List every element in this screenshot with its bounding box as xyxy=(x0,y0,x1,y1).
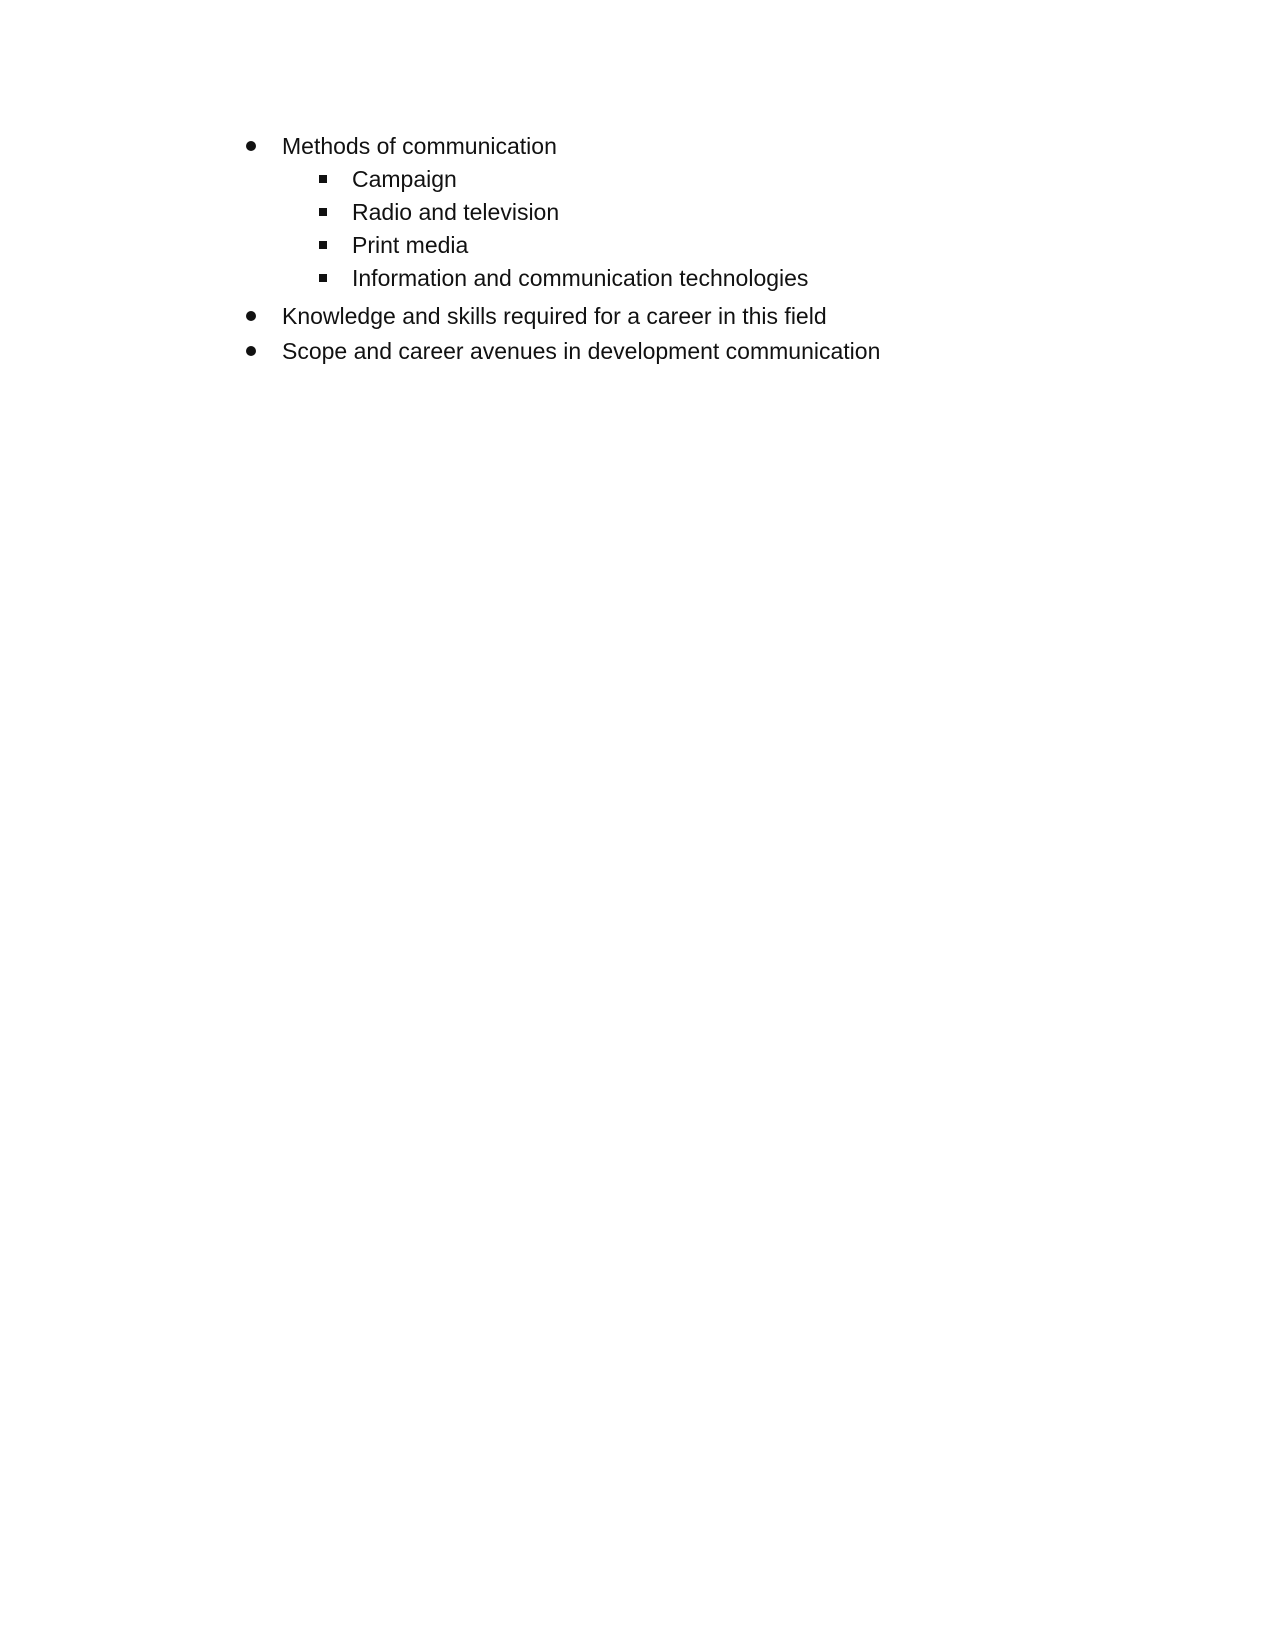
square-bullet-icon xyxy=(319,274,327,282)
list-item-text: Methods of communication xyxy=(282,133,557,159)
square-bullet-icon xyxy=(319,208,327,216)
square-bullet-icon xyxy=(319,175,327,183)
sub-list-item-text: Information and communication technologies xyxy=(352,265,809,291)
list-item-text: Knowledge and skills required for a career in this field xyxy=(282,303,827,329)
sub-list-item-text: Campaign xyxy=(352,166,457,192)
disc-bullet-icon xyxy=(246,346,256,356)
sub-list-item-text: Radio and television xyxy=(352,199,560,225)
list-item-text: Scope and career avenues in development communication xyxy=(282,338,881,364)
sub-list-item-text: Print media xyxy=(352,232,469,258)
disc-bullet-icon xyxy=(246,311,256,321)
square-bullet-icon xyxy=(319,241,327,249)
disc-bullet-icon xyxy=(246,141,256,151)
